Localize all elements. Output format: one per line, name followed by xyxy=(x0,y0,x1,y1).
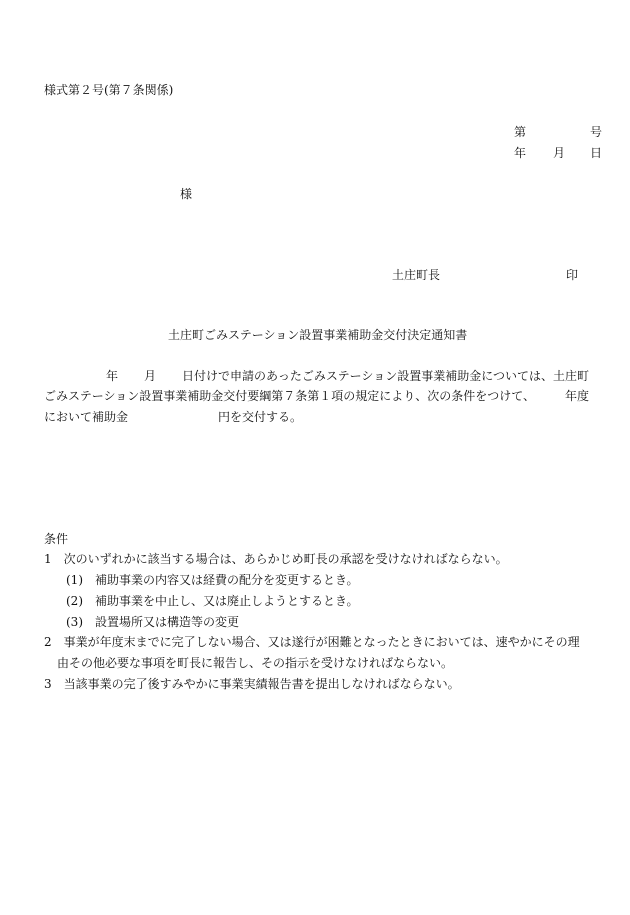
document-title: 土庄町ごみステーション設置事業補助金交付決定通知書 xyxy=(168,328,468,342)
conditions-heading: 条件 xyxy=(44,532,69,546)
condition-item-1-sub-3: (3) 設置場所又は構造等の変更 xyxy=(66,615,239,629)
condition-item-3: 3 当該事業の完了後すみやかに事業実績報告書を提出しなければならない。 xyxy=(44,677,460,691)
body-line-3-start: において補助金 xyxy=(44,410,129,424)
condition-item-2-line-1: 2 事業が年度末までに完了しない場合、又は遂行が困難となったときにおいては、速やかにその理 xyxy=(44,635,580,649)
seal-mark: 印 xyxy=(566,268,579,282)
condition-item-1-sub-1: (1) 補助事業の内容又は経費の配分を変更するとき。 xyxy=(66,573,359,587)
date-day: 日 xyxy=(589,146,602,160)
date-year: 年 xyxy=(514,146,527,160)
document-number xyxy=(514,124,602,140)
body-line-1-text: 日付けで申請のあったごみステーション設置事業補助金については、土庄町 xyxy=(182,369,589,383)
number-prefix: 第 xyxy=(514,125,527,139)
document-date xyxy=(514,145,602,161)
form-number-label: 様式第２号(第７条関係) xyxy=(44,83,174,97)
body-line-3 xyxy=(44,409,302,425)
body-fiscal-year: 年度 xyxy=(565,389,590,403)
body-line-2 xyxy=(44,388,589,404)
number-suffix: 号 xyxy=(589,125,602,139)
body-line-1 xyxy=(44,368,589,384)
recipient-honorific: 様 xyxy=(180,187,193,201)
body-line-3-end: 円を交付する。 xyxy=(218,410,303,424)
body-month: 月 xyxy=(144,369,157,383)
body-line-2-text: ごみステーション設置事業補助金交付要綱第７条第１項の規定により、次の条件をつけて、 xyxy=(44,389,536,403)
condition-item-2-line-2: 由その他必要な事項を町長に報告し、その指示を受けなければならない。 xyxy=(57,656,454,670)
date-month: 月 xyxy=(552,146,565,160)
body-year: 年 xyxy=(106,369,119,383)
condition-item-1-sub-2: (2) 補助事業を中止し、又は廃止しようとするとき。 xyxy=(66,594,359,608)
condition-item-1: 1 次のいずれかに該当する場合は、あらかじめ町長の承認を受けなければならない。 xyxy=(44,552,508,566)
issuer-name: 土庄町長 xyxy=(392,268,441,282)
